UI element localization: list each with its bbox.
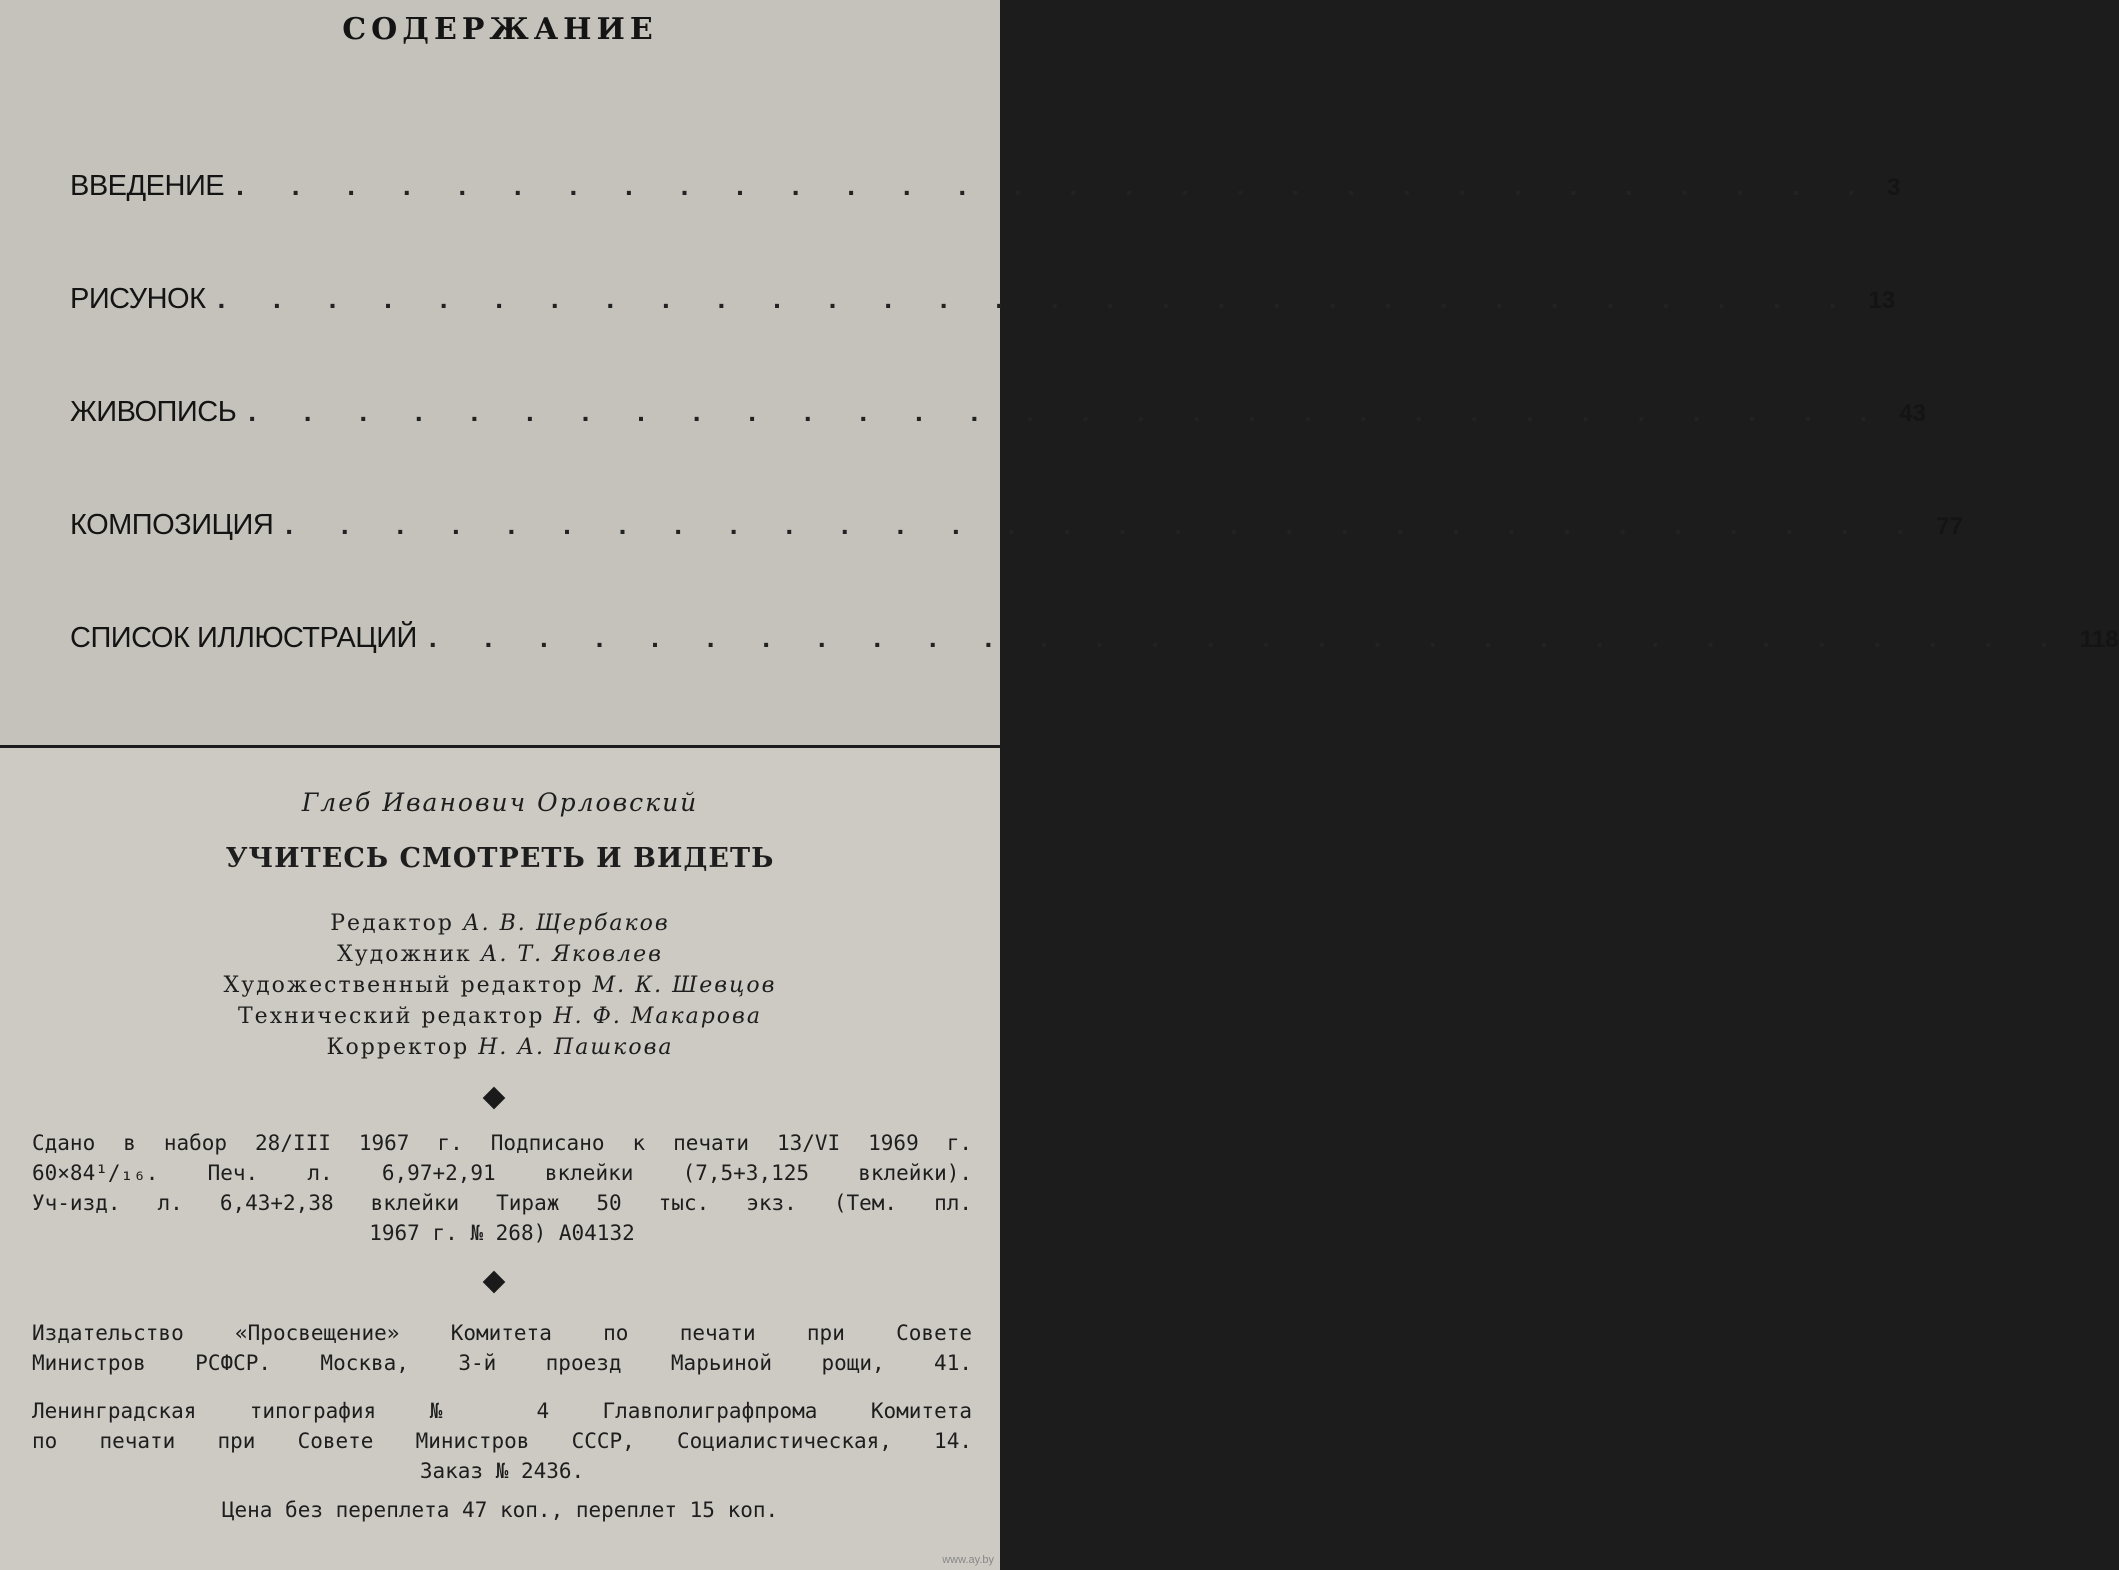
toc-dot-leader: . . . . . . . . . . . . . . . . . . . . . . . . . . . . . . (428, 622, 2068, 653)
toc-entry-label: КОМПОЗИЦИЯ (70, 509, 274, 541)
toc-dot-leader: . . . . . . . . . . . . . . . . . . . . . . . . . . . . . . (236, 170, 1876, 201)
credit-name: А. В. Щербаков (462, 911, 670, 936)
toc-entry-page: 118 (2079, 626, 2119, 653)
printer-line: Ленинградская типография № 4 Главполиграфпрома Комитета (32, 1399, 972, 1423)
toc-dot-leader: . . . . . . . . . . . . . . . . . . . . . . . . . . . . . . (217, 283, 1857, 314)
publisher-line: Издательство «Просвещение» Комитета по печати при Совете (32, 1321, 972, 1345)
credit-role: Художественный редактор (223, 973, 584, 998)
toc-entry (70, 170, 1901, 203)
toc-entry-page: 77 (1936, 513, 1963, 540)
credit-name: Н. Ф. Макарова (553, 1004, 762, 1029)
book-title: УЧИТЕСЬ СМОТРЕТЬ И ВИДЕТЬ (225, 843, 775, 874)
toc-entry (70, 509, 1963, 542)
toc-entry-label: СПИСОК ИЛЛЮСТРАЦИЙ (70, 622, 417, 654)
toc-entry-page: 13 (1868, 287, 1896, 314)
credit-line (0, 942, 1000, 967)
credit-role: Корректор (326, 1035, 470, 1060)
toc-entry (70, 396, 1926, 429)
imprint-page (0, 748, 1000, 1570)
site-watermark: www.ay.by (942, 1554, 994, 1566)
diamond-ornament (483, 1271, 506, 1294)
print-details-line: 60×84¹/₁₆. Печ. л. 6,97+2,91 вклейки (7,5+3,125 вклейки). (32, 1161, 972, 1185)
contents-title: СОДЕРЖАНИЕ (342, 12, 658, 47)
credit-role: Технический редактор (238, 1004, 545, 1029)
publisher-info (32, 1318, 972, 1378)
publisher-line: Министров РСФСР. Москва, 3-й проезд Марьиной рощи, 41. (32, 1351, 972, 1375)
toc-entry-label: ЖИВОПИСЬ (70, 396, 237, 428)
credit-role: Художник (337, 942, 472, 967)
credit-line (0, 1004, 1000, 1029)
print-details-line: Уч-изд. л. 6,43+2,38 вклейки Тираж 50 тыс. экз. (Тем. пл. (32, 1191, 972, 1215)
credit-name: А. Т. Яковлев (480, 942, 663, 967)
toc-dot-leader: . . . . . . . . . . . . . . . . . . . . . . . . . . . . . . (285, 509, 1925, 540)
credit-role: Редактор (330, 911, 454, 936)
toc-entry-page: 3 (1887, 174, 1901, 201)
print-details (32, 1128, 972, 1248)
toc-entry (70, 622, 2119, 655)
author-name: Глеб Иванович Орловский (301, 788, 699, 817)
toc-entry-label: РИСУНОК (70, 283, 206, 315)
print-details-line: Сдано в набор 28/III 1967 г. Подписано к печати 13/VI 1969 г. (32, 1131, 972, 1155)
printer-line: Заказ № 2436. (419, 1459, 585, 1483)
print-details-line: 1967 г. № 268) А04132 (369, 1221, 635, 1245)
toc-dot-leader: . . . . . . . . . . . . . . . . . . . . . . . . . . . . . . (248, 396, 1888, 427)
toc-entry (70, 283, 1896, 316)
printer-info (32, 1396, 972, 1486)
printer-line: по печати при Совете Министров СССР, Социалистическая, 14. (32, 1429, 972, 1453)
credit-line (0, 1035, 1000, 1060)
diamond-ornament (483, 1087, 506, 1110)
toc-entry-label: ВВЕДЕНИЕ (70, 170, 225, 202)
price-line: Цена без переплета 47 коп., переплет 15 коп. (221, 1498, 779, 1522)
credit-name: М. К. Шевцов (592, 973, 777, 998)
toc-entry-page: 43 (1899, 400, 1926, 427)
credit-name: Н. А. Пашкова (478, 1035, 674, 1060)
credit-line (0, 973, 1000, 998)
credit-line (0, 911, 1000, 936)
contents-page (0, 0, 2119, 745)
